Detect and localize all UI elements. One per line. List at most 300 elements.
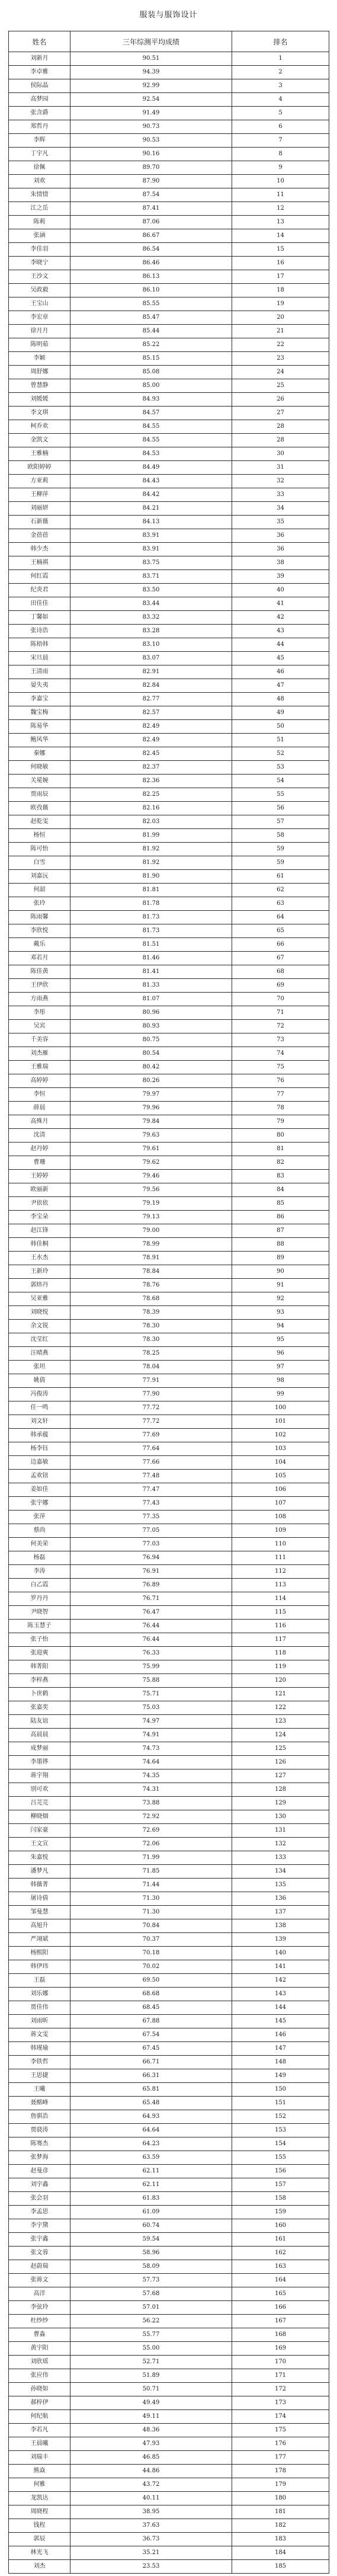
rank-cell: 87 <box>232 1224 329 1238</box>
rank-cell: 8 <box>232 148 329 161</box>
average-score-cell: 76.94 <box>70 1551 232 1565</box>
rank-cell: 76 <box>232 1074 329 1088</box>
average-score-cell: 83.91 <box>70 543 232 556</box>
average-score-cell: 77.69 <box>70 1429 232 1442</box>
table-row <box>9 1565 329 1579</box>
average-score-cell: 50.71 <box>70 2383 232 2396</box>
student-name-cell: 张坦 <box>9 1361 70 1374</box>
average-score-cell: 81.73 <box>70 911 232 924</box>
rank-cell: 133 <box>232 1851 329 1865</box>
student-name-cell: 秦娜 <box>9 747 70 761</box>
average-score-cell: 71.30 <box>70 1906 232 1919</box>
average-score-cell: 76.44 <box>70 1620 232 1633</box>
average-score-cell: 79.61 <box>70 1143 232 1156</box>
student-name-cell: 王磊 <box>9 1974 70 1988</box>
table-row <box>9 611 329 625</box>
average-score-cell: 72.69 <box>70 1824 232 1838</box>
average-score-cell: 79.19 <box>70 1197 232 1211</box>
table-row <box>9 1960 329 1974</box>
student-name-cell: 宋旦晨 <box>9 652 70 665</box>
rank-cell: 42 <box>232 611 329 625</box>
rank-cell: 104 <box>232 1456 329 1470</box>
average-score-cell: 74.64 <box>70 1756 232 1769</box>
student-name-cell: 鲍风华 <box>9 734 70 747</box>
table-row <box>9 2396 329 2410</box>
student-name-cell: 田佳佳 <box>9 597 70 611</box>
table-row <box>9 2478 329 2492</box>
student-name-cell: 郑哲丹 <box>9 120 70 134</box>
average-score-cell: 57.73 <box>70 2274 232 2287</box>
student-name-cell: 纪炎君 <box>9 584 70 597</box>
average-score-cell: 57.01 <box>70 2301 232 2315</box>
average-score-cell: 76.47 <box>70 1606 232 1620</box>
average-score-cell: 86.67 <box>70 229 232 243</box>
rank-cell: 46 <box>232 665 329 679</box>
table-row <box>9 938 329 952</box>
table-row <box>9 1715 329 1729</box>
table-row <box>9 1156 329 1170</box>
table-row <box>9 2369 329 2383</box>
table-row <box>9 815 329 829</box>
average-score-cell: 59.54 <box>70 2233 232 2247</box>
table-body <box>9 52 329 2574</box>
average-score-cell: 71.44 <box>70 1879 232 1892</box>
rank-cell: 178 <box>232 2465 329 2478</box>
rank-cell: 45 <box>232 652 329 665</box>
table-row <box>9 720 329 734</box>
table-row <box>9 1769 329 1783</box>
rank-cell: 35 <box>232 516 329 529</box>
rank-cell: 38 <box>232 556 329 570</box>
student-name-cell: 欧丽新 <box>9 1183 70 1197</box>
student-name-cell: 丁宇凡 <box>9 148 70 161</box>
student-name-cell: 余文锐 <box>9 1320 70 1333</box>
table-row <box>9 1606 329 1620</box>
student-name-cell: 晏失夷 <box>9 679 70 693</box>
average-score-cell: 23.53 <box>70 2560 232 2574</box>
average-score-cell: 55.00 <box>70 2342 232 2356</box>
student-name-cell: 刘晓悦 <box>9 1306 70 1320</box>
student-name-cell: 刘欢 <box>9 175 70 188</box>
table-row <box>9 1919 329 1933</box>
table-row <box>9 1429 329 1442</box>
student-name-cell: 王宝山 <box>9 297 70 311</box>
student-name-cell: 韩伊玮 <box>9 1960 70 1974</box>
table-row <box>9 393 329 407</box>
rank-cell: 122 <box>232 1701 329 1715</box>
table-row <box>9 161 329 175</box>
student-name-cell: 柯乔欢 <box>9 420 70 434</box>
average-score-cell: 78.30 <box>70 1320 232 1333</box>
student-name-cell: 赵江锋 <box>9 1224 70 1238</box>
rank-cell: 84 <box>232 1183 329 1197</box>
student-name-cell: 张文蓉 <box>9 2247 70 2260</box>
table-row <box>9 2069 329 2083</box>
rank-cell: 127 <box>232 1769 329 1783</box>
student-name-cell: 王婷婷 <box>9 1170 70 1183</box>
student-name-cell: 张玲 <box>9 897 70 911</box>
rank-cell: 21 <box>232 325 329 338</box>
rank-cell: 185 <box>232 2560 329 2574</box>
table-row <box>9 257 329 270</box>
average-score-cell: 83.07 <box>70 652 232 665</box>
rank-cell: 150 <box>232 2083 329 2097</box>
average-score-cell: 84.13 <box>70 516 232 529</box>
table-row <box>9 2137 329 2151</box>
average-score-cell: 82.49 <box>70 734 232 747</box>
student-name-cell: 李颖 <box>9 352 70 366</box>
rank-cell: 135 <box>232 1879 329 1892</box>
table-row <box>9 120 329 134</box>
average-score-cell: 77.43 <box>70 1497 232 1511</box>
student-name-cell: 孙晓如 <box>9 2383 70 2396</box>
table-row <box>9 1579 329 1592</box>
average-score-cell: 65.48 <box>70 2097 232 2110</box>
table-row <box>9 2274 329 2287</box>
student-name-cell: 赵曼彦 <box>9 2165 70 2178</box>
student-name-cell: 李宏章 <box>9 311 70 325</box>
average-score-cell: 78.68 <box>70 1292 232 1306</box>
rank-cell: 48 <box>232 693 329 706</box>
average-score-cell: 60.74 <box>70 2219 232 2233</box>
table-row <box>9 188 329 202</box>
average-score-cell: 85.47 <box>70 311 232 325</box>
average-score-cell: 73.88 <box>70 1797 232 1810</box>
rank-cell: 108 <box>232 1511 329 1524</box>
student-name-cell: 赵乾雯 <box>9 815 70 829</box>
average-score-cell: 87.41 <box>70 202 232 216</box>
table-row <box>9 2342 329 2356</box>
student-name-cell: 陈可怡 <box>9 843 70 856</box>
table-row <box>9 1497 329 1511</box>
student-name-cell: 任一鸣 <box>9 1401 70 1415</box>
student-name-cell: 李梓燕 <box>9 1674 70 1688</box>
rank-cell: 138 <box>232 1919 329 1933</box>
rank-cell: 113 <box>232 1579 329 1592</box>
table-row <box>9 1306 329 1320</box>
student-name-cell: 刘瑞丰 <box>9 2451 70 2465</box>
student-name-cell: 王柳萍 <box>9 488 70 502</box>
rank-cell: 152 <box>232 2110 329 2124</box>
student-name-cell: 徐佩 <box>9 161 70 175</box>
average-score-cell: 82.57 <box>70 706 232 720</box>
average-score-cell: 71.99 <box>70 1851 232 1865</box>
average-score-cell: 85.00 <box>70 379 232 393</box>
average-score-cell: 65.81 <box>70 2083 232 2097</box>
rank-cell: 70 <box>232 993 329 1006</box>
average-score-cell: 77.48 <box>70 1470 232 1483</box>
rank-cell: 69 <box>232 979 329 993</box>
student-name-cell: 刘丽妍 <box>9 502 70 516</box>
rank-cell: 73 <box>232 1033 329 1047</box>
rank-cell: 57 <box>232 815 329 829</box>
average-score-cell: 82.16 <box>70 802 232 815</box>
table-row <box>9 352 329 366</box>
table-row <box>9 788 329 802</box>
table-row <box>9 1129 329 1143</box>
student-name-cell: 王文宣 <box>9 1838 70 1851</box>
average-score-cell: 81.51 <box>70 938 232 952</box>
student-name-cell: 李宇黛 <box>9 2219 70 2233</box>
rank-cell: 53 <box>232 761 329 775</box>
average-score-cell: 81.73 <box>70 924 232 938</box>
student-name-cell: 陈雨馨 <box>9 911 70 924</box>
table-row <box>9 1361 329 1374</box>
student-name-cell: 张应伟 <box>9 2369 70 2383</box>
rank-cell: 71 <box>232 1006 329 1020</box>
table-row <box>9 1933 329 1947</box>
average-score-cell: 90.16 <box>70 148 232 161</box>
table-row <box>9 379 329 393</box>
student-name-cell: 石新薇 <box>9 516 70 529</box>
average-score-cell: 80.96 <box>70 1006 232 1020</box>
document-title: 服装与服饰设计 <box>139 11 198 20</box>
student-name-cell: 张迎爽 <box>9 1647 70 1660</box>
student-name-cell: 刘欣瑶 <box>9 2356 70 2369</box>
rank-cell: 77 <box>232 1088 329 1102</box>
student-name-cell: 蒋文雯 <box>9 2028 70 2042</box>
rank-cell: 3 <box>232 79 329 93</box>
table-row <box>9 2492 329 2505</box>
student-name-cell: 李晓宁 <box>9 257 70 270</box>
rank-cell: 83 <box>232 1170 329 1183</box>
table-row <box>9 325 329 338</box>
rank-cell: 13 <box>232 216 329 229</box>
average-score-cell: 72.92 <box>70 1810 232 1824</box>
student-name-cell: 刘文轩 <box>9 1415 70 1429</box>
student-name-cell: 高梦园 <box>9 93 70 107</box>
rank-cell: 31 <box>232 461 329 475</box>
student-name-cell: 王思捷 <box>9 2069 70 2083</box>
rank-cell: 165 <box>232 2287 329 2301</box>
student-name-cell: 张宇娜 <box>9 1497 70 1511</box>
rank-cell: 92 <box>232 1292 329 1306</box>
student-name-cell: 闫家豪 <box>9 1824 70 1838</box>
rank-cell: 101 <box>232 1415 329 1429</box>
rank-cell: 131 <box>232 1824 329 1838</box>
average-score-cell: 74.91 <box>70 1729 232 1742</box>
table-row <box>9 952 329 965</box>
student-name-cell: 何韶 <box>9 884 70 897</box>
table-row <box>9 1374 329 1388</box>
rank-cell: 62 <box>232 884 329 897</box>
table-row <box>9 897 329 911</box>
average-score-cell: 81.78 <box>70 897 232 911</box>
table-row <box>9 202 329 216</box>
student-name-cell: 张涵 <box>9 229 70 243</box>
average-score-cell: 67.88 <box>70 2015 232 2028</box>
average-score-cell: 76.71 <box>70 1592 232 1606</box>
rank-cell: 36 <box>232 543 329 556</box>
rank-cell: 55 <box>232 788 329 802</box>
student-name-cell: 李若凡 <box>9 2424 70 2437</box>
rank-cell: 51 <box>232 734 329 747</box>
table-row <box>9 1974 329 1988</box>
student-name-cell: 卜世鹤 <box>9 1688 70 1701</box>
table-row <box>9 1592 329 1606</box>
table-row <box>9 2519 329 2533</box>
average-score-cell: 80.54 <box>70 1047 232 1061</box>
rank-cell: 184 <box>232 2546 329 2560</box>
average-score-cell: 90.53 <box>70 134 232 148</box>
table-row <box>9 1988 329 2001</box>
table-row <box>9 1551 329 1565</box>
table-row <box>9 107 329 120</box>
student-name-cell: 方亚莉 <box>9 475 70 488</box>
table-row <box>9 366 329 379</box>
average-score-cell: 78.76 <box>70 1279 232 1292</box>
rank-cell: 109 <box>232 1524 329 1538</box>
rank-cell: 120 <box>232 1674 329 1688</box>
average-score-cell: 81.33 <box>70 979 232 993</box>
table-row <box>9 570 329 584</box>
average-score-cell: 67.45 <box>70 2042 232 2056</box>
student-name-cell: 王清雨 <box>9 665 70 679</box>
average-score-cell: 66.31 <box>70 2069 232 2083</box>
average-score-cell: 67.54 <box>70 2028 232 2042</box>
table-row <box>9 829 329 843</box>
average-score-cell: 49.49 <box>70 2396 232 2410</box>
table-row <box>9 52 329 66</box>
student-name-cell: 李辉 <box>9 134 70 148</box>
average-score-cell: 79.84 <box>70 1115 232 1129</box>
rank-cell: 115 <box>232 1606 329 1620</box>
average-score-cell: 84.93 <box>70 393 232 407</box>
student-name-cell: 李佳羽 <box>9 243 70 257</box>
table-row <box>9 1279 329 1292</box>
table-row <box>9 93 329 107</box>
table-row <box>9 2206 329 2219</box>
student-name-cell: 陆友谊 <box>9 1715 70 1729</box>
table-row <box>9 529 329 543</box>
rank-cell: 12 <box>232 202 329 216</box>
table-row <box>9 911 329 924</box>
average-score-cell: 84.21 <box>70 502 232 516</box>
average-score-cell: 92.99 <box>70 79 232 93</box>
table-row <box>9 584 329 597</box>
table-row <box>9 134 329 148</box>
table-row <box>9 1115 329 1129</box>
table-row <box>9 284 329 297</box>
student-name-cell: 熊焱 <box>9 2465 70 2478</box>
average-score-cell: 79.46 <box>70 1170 232 1183</box>
student-name-cell: 关冕婉 <box>9 775 70 788</box>
table-row <box>9 2233 329 2247</box>
average-score-cell: 86.10 <box>70 284 232 297</box>
rank-cell: 107 <box>232 1497 329 1511</box>
table-row <box>9 693 329 706</box>
rank-cell: 56 <box>232 802 329 815</box>
table-header-row <box>9 31 329 52</box>
rank-cell: 106 <box>232 1483 329 1497</box>
average-score-cell: 94.39 <box>70 66 232 79</box>
student-name-cell: 柳晓烟 <box>9 1810 70 1824</box>
table-row <box>9 1688 329 1701</box>
average-score-cell: 80.26 <box>70 1074 232 1088</box>
table-row <box>9 884 329 897</box>
table-row <box>9 2260 329 2274</box>
rank-cell: 98 <box>232 1374 329 1388</box>
rank-cell: 33 <box>232 488 329 502</box>
average-score-cell: 81.46 <box>70 952 232 965</box>
student-name-cell: 贾雨辰 <box>9 788 70 802</box>
average-score-cell: 55.77 <box>70 2328 232 2342</box>
rank-cell: 24 <box>232 366 329 379</box>
average-score-cell: 81.81 <box>70 884 232 897</box>
student-name-cell: 邹曼慧 <box>9 1906 70 1919</box>
rank-cell: 30 <box>232 447 329 461</box>
table-row <box>9 1456 329 1470</box>
student-name-cell: 王曦 <box>9 2083 70 2097</box>
average-score-cell: 72.06 <box>70 1838 232 1851</box>
table-row <box>9 1729 329 1742</box>
table-row <box>9 1211 329 1224</box>
average-score-cell: 38.95 <box>70 2505 232 2519</box>
table-row <box>9 1756 329 1769</box>
table-row <box>9 1947 329 1960</box>
rank-cell: 78 <box>232 1102 329 1115</box>
average-score-cell: 77.64 <box>70 1442 232 1456</box>
table-row <box>9 734 329 747</box>
table-row <box>9 338 329 352</box>
rank-cell: 153 <box>232 2124 329 2137</box>
rank-cell: 114 <box>232 1592 329 1606</box>
student-name-cell: 贾骁涛 <box>9 2124 70 2137</box>
average-score-cell: 85.15 <box>70 352 232 366</box>
table-row <box>9 2315 329 2328</box>
rank-cell: 9 <box>232 161 329 175</box>
rank-cell: 151 <box>232 2097 329 2110</box>
average-score-cell: 64.64 <box>70 2124 232 2137</box>
table-row <box>9 175 329 188</box>
table-row <box>9 2042 329 2056</box>
student-name-cell: 杨恒 <box>9 829 70 843</box>
student-name-cell: 千美容 <box>9 1033 70 1047</box>
average-score-cell: 75.03 <box>70 1701 232 1715</box>
rank-cell: 5 <box>232 107 329 120</box>
student-name-cell: 王沙文 <box>9 270 70 284</box>
table-row <box>9 843 329 856</box>
average-score-cell: 83.75 <box>70 556 232 570</box>
rank-cell: 130 <box>232 1810 329 1824</box>
average-score-cell: 83.91 <box>70 529 232 543</box>
table-row <box>9 1783 329 1797</box>
average-score-cell: 46.85 <box>70 2451 232 2465</box>
average-score-cell: 83.50 <box>70 584 232 597</box>
rank-cell: 59 <box>232 856 329 870</box>
student-name-cell: 聂酩峰 <box>9 2097 70 2110</box>
average-score-cell: 77.03 <box>70 1538 232 1551</box>
average-score-cell: 82.37 <box>70 761 232 775</box>
rank-cell: 23 <box>232 352 329 366</box>
average-score-cell: 77.72 <box>70 1415 232 1429</box>
rank-cell: 2 <box>232 66 329 79</box>
rank-cell: 175 <box>232 2424 329 2437</box>
average-score-cell: 82.49 <box>70 720 232 734</box>
rank-cell: 34 <box>232 502 329 516</box>
average-score-cell: 87.54 <box>70 188 232 202</box>
table-row <box>9 1102 329 1115</box>
student-name-cell: 蒋宇翔 <box>9 1769 70 1783</box>
rank-cell: 32 <box>232 475 329 488</box>
table-row <box>9 447 329 461</box>
rank-cell: 91 <box>232 1279 329 1292</box>
student-name-cell: 边嘉敏 <box>9 1456 70 1470</box>
rank-cell: 74 <box>232 1047 329 1061</box>
student-name-cell: 刘乐娜 <box>9 1988 70 2001</box>
student-name-cell: 刘新月 <box>9 52 70 66</box>
rank-cell: 158 <box>232 2192 329 2206</box>
